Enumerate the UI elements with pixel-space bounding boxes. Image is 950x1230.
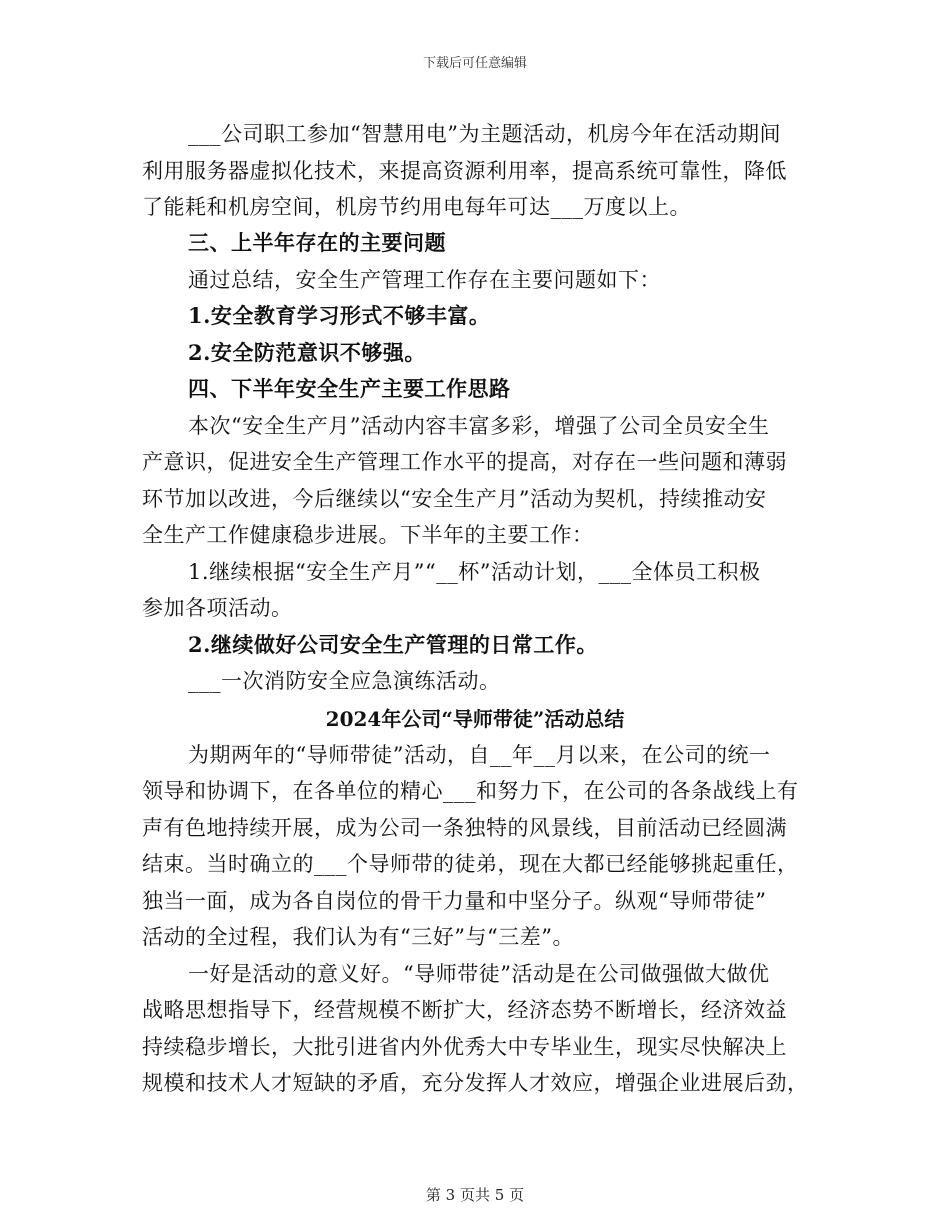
list-item-heading: 2.继续做好公司安全生产管理的日常工作。 (188, 632, 598, 657)
paragraph-line: 规模和技术人才短缺的矛盾，充分发挥人才效应，增强企业进展后劲， (142, 1071, 809, 1095)
paragraph-line: 战略思想指导下，经营规模不断扩大，经济态势不断增长，经济效益 (142, 998, 787, 1022)
paragraph-line: 了能耗和机房空间，机房节约用电每年可达___万度以上。 (142, 195, 691, 219)
paragraph-line: 产意识，促进安全生产管理工作水平的提高，对存在一些问题和薄弱 (142, 450, 787, 474)
paragraph-line: 活动的全过程，我们认为有“三好”与“三差”。 (142, 925, 574, 949)
paragraph-line: 环节加以改进，今后继续以“安全生产月”活动为契机，持续推动安 (142, 487, 767, 511)
paragraph-line: 结束。当时确立的___个导师带的徒弟，现在大都已经能够挑起重任， (142, 852, 799, 876)
paragraph-line: 全生产工作健康稳步进展。下半年的主要工作： (142, 523, 594, 547)
paragraph-line: 本次“安全生产月”活动内容丰富多彩，增强了公司全员安全生 (188, 414, 770, 438)
paragraph-line: 声有色地持续开展，成为公司一条独特的风景线，目前活动已经圆满 (142, 816, 787, 840)
paragraph-line: 参加各项活动。 (142, 596, 293, 620)
paragraph-line: 利用服务器虚拟化技术，来提高资源利用率，提高系统可靠性，降低 (142, 159, 787, 183)
paragraph-line: 通过总结，安全生产管理工作存在主要问题如下： (188, 268, 661, 292)
paragraph-line: 持续稳步增长，大批引进省内外优秀大中专毕业生，现实尽快解决上 (142, 1035, 787, 1059)
list-item-heading: 1.安全教育学习形式不够丰富。 (188, 303, 491, 328)
page-footer: 第 3 页共 5 页 (425, 1186, 525, 1204)
document-title: 2024年公司“导师带徒”活动总结 (325, 707, 625, 731)
paragraph-line: 一好是活动的意义好。“导师带徒”活动是在公司做强做大做优 (188, 962, 770, 986)
paragraph-line: ___一次消防安全应急演练活动。 (188, 669, 501, 693)
paragraph-line: 领导和协调下，在各单位的精心___和努力下，在公司的各条战线上有 (142, 779, 799, 803)
paragraph-line: ___公司职工参加“智慧用电”为主题活动，机房今年在活动期间 (188, 122, 781, 146)
section-heading: 三、上半年存在的主要问题 (188, 230, 446, 255)
section-heading: 四、下半年安全生产主要工作思路 (188, 376, 511, 401)
paragraph-line: 1.继续根据“安全生产月”“__杯”活动计划，___全体员工积极 (188, 560, 761, 584)
paragraph-line: 独当一面，成为各自岗位的骨干力量和中坚分子。纵观“导师带徒” (142, 889, 767, 913)
page-header: 下载后可任意编辑 (422, 56, 527, 71)
paragraph-line: 为期两年的“导师带徒”活动，自__年__月以来，在公司的统一 (188, 743, 771, 767)
list-item-heading: 2.安全防范意识不够强。 (188, 340, 426, 365)
